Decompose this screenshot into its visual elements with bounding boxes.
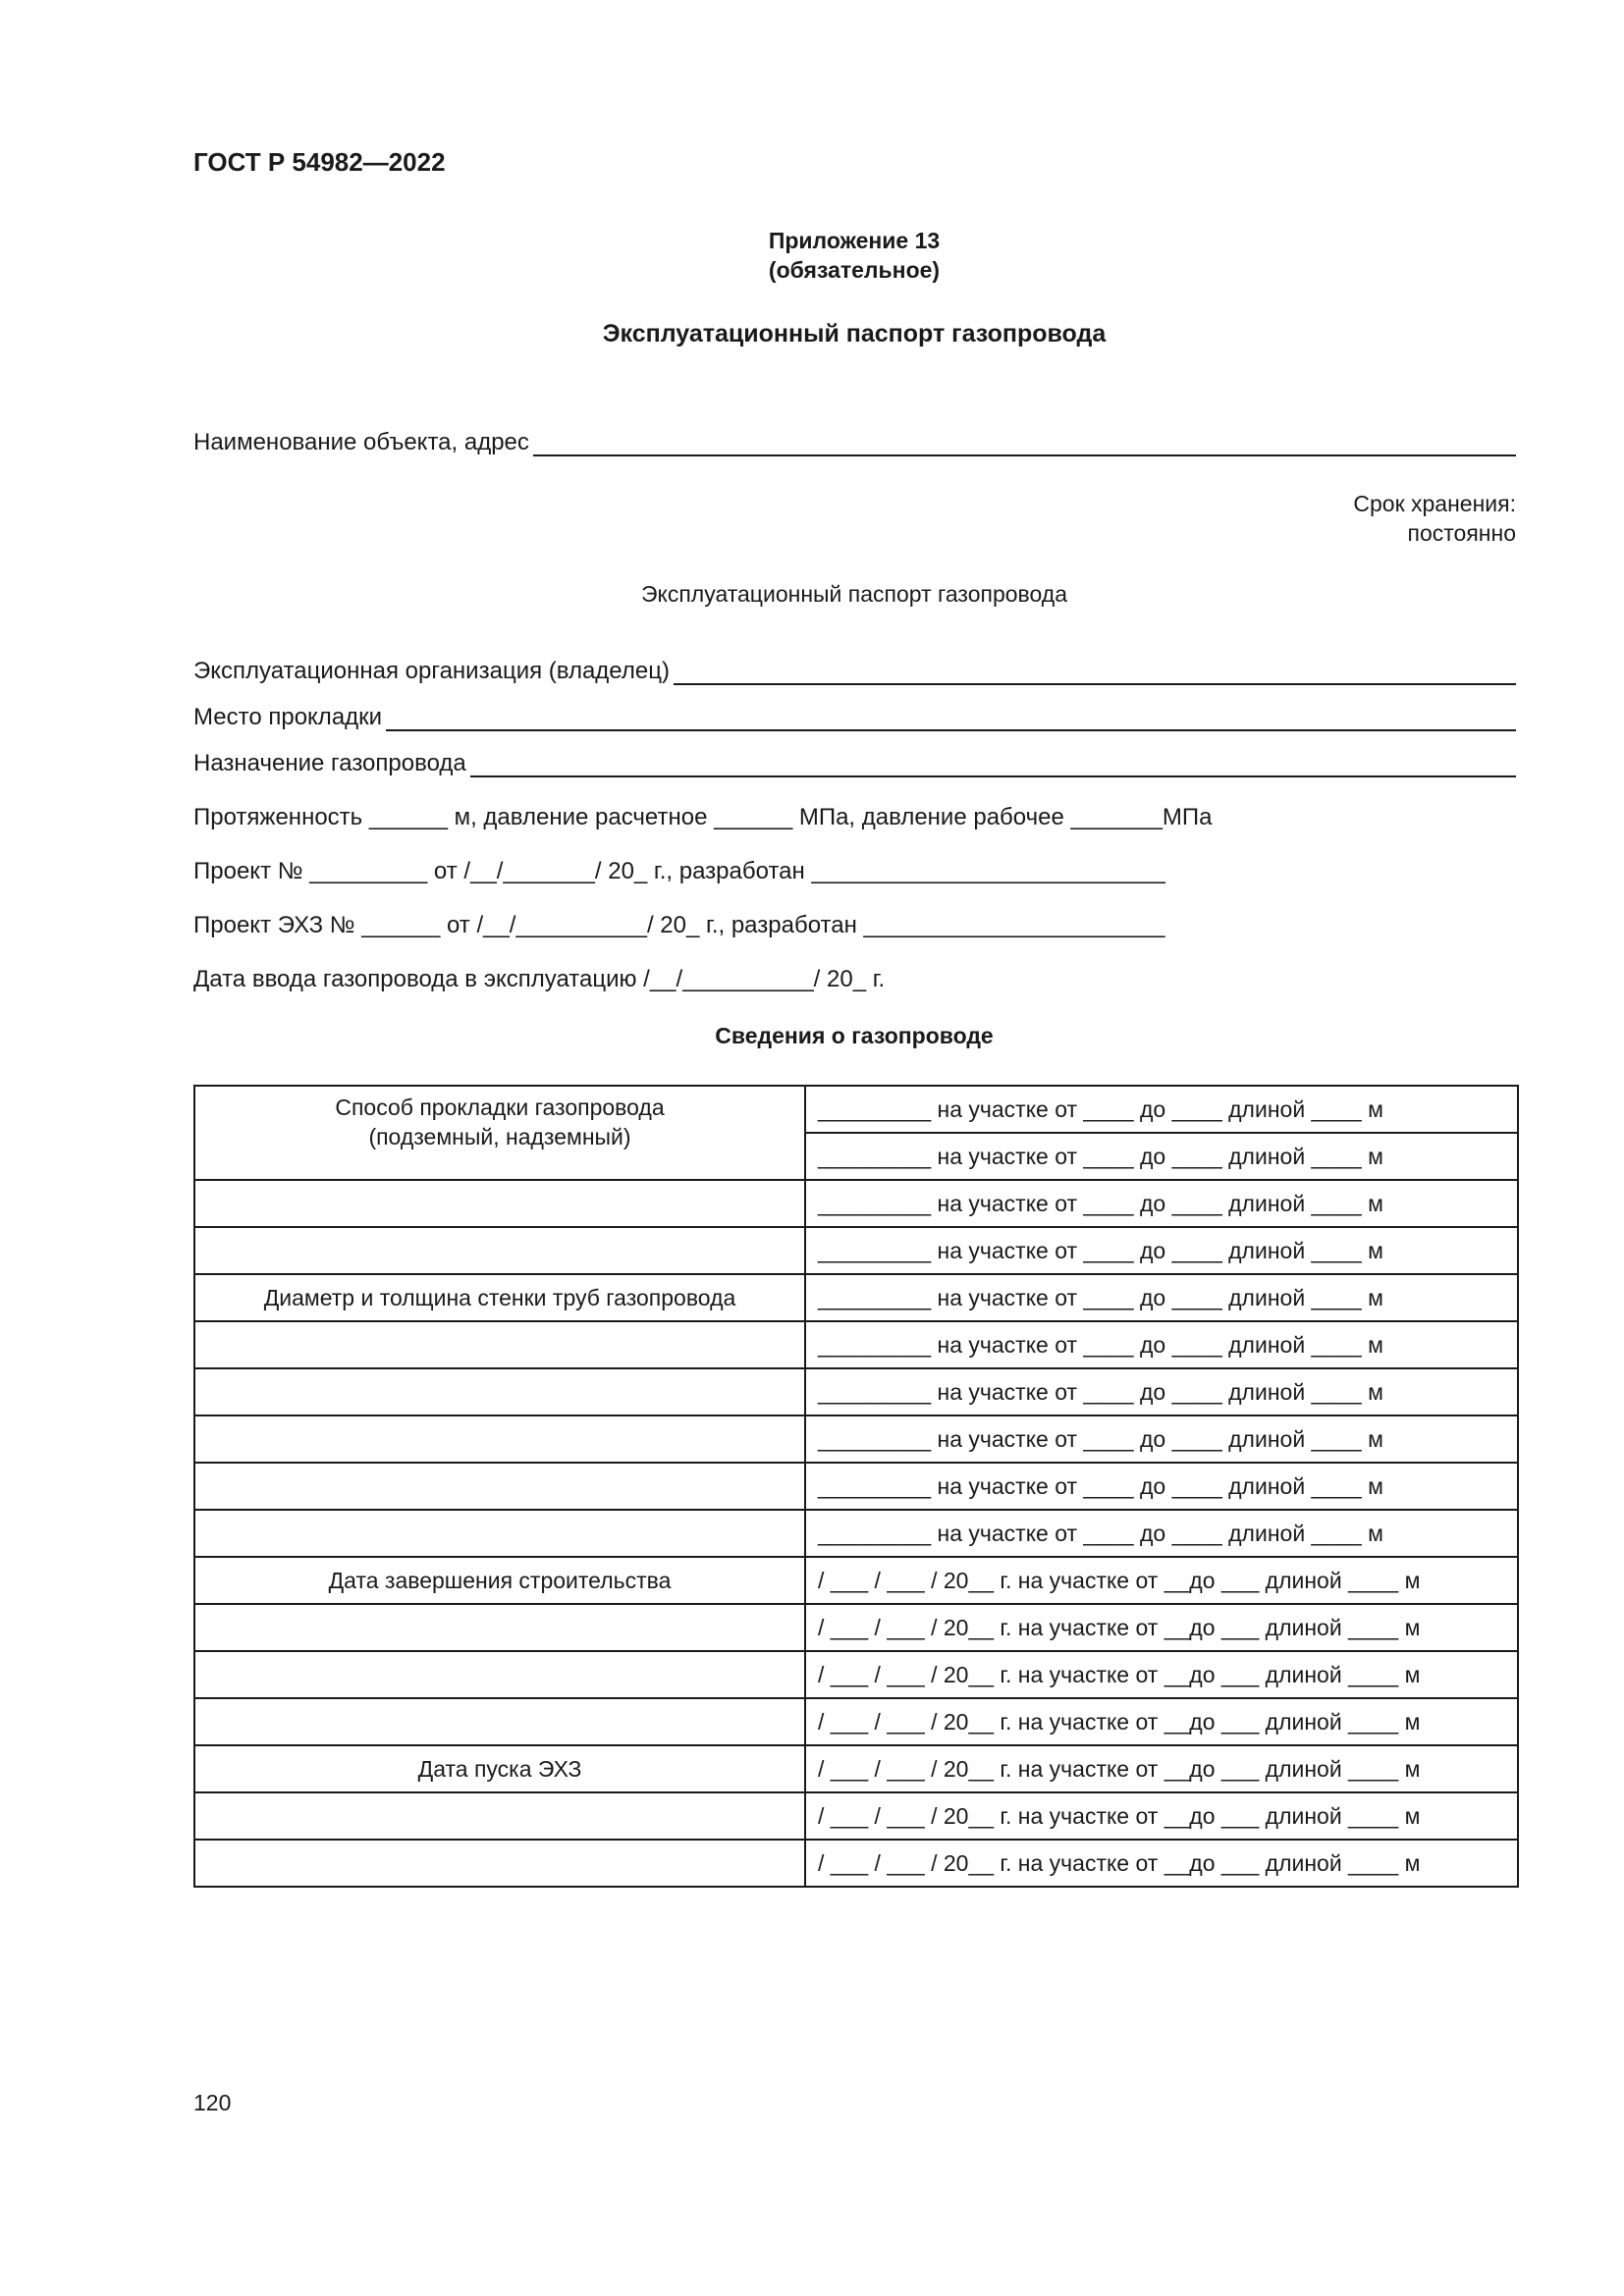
date-cell[interactable]: / ___ / ___ / 20__ г. на участке от __до ___ длиной ____ м [805,1698,1518,1745]
segment-cell[interactable]: _________ на участке от ____ до ____ длиной ____ м [805,1227,1518,1274]
operator-line [193,658,1516,685]
empty-label-cell [194,1227,805,1274]
empty-label-cell [194,1368,805,1415]
storage-period [1353,489,1516,548]
section-title: Сведения о газопроводе [715,1023,994,1048]
appendix-title: Приложение 13 [768,228,941,253]
ehz-start-label-cell: Дата пуска ЭХЗ [194,1745,805,1792]
laying-method-label: Способ прокладки газопровода [335,1095,665,1120]
table-row [194,1227,1518,1274]
empty-label-cell [194,1698,805,1745]
object-address-blank[interactable] [533,431,1516,456]
purpose-line [193,750,1516,777]
storage-value: постоянно [1407,520,1516,546]
segment-cell[interactable]: _________ на участке от ____ до ____ длиной ____ м [805,1321,1518,1368]
table-row [194,1415,1518,1463]
location-line [193,704,1516,731]
pipeline-info-table [193,1085,1519,1888]
empty-label-cell [194,1510,805,1557]
location-blank[interactable] [386,706,1516,731]
segment-cell[interactable]: _________ на участке от ____ до ____ длиной ____ м [805,1086,1518,1133]
table-row [194,1557,1518,1604]
object-address-label: Наименование объекта, адрес [193,429,529,455]
date-cell[interactable]: / ___ / ___ / 20__ г. на участке от __до ___ длиной ____ м [805,1604,1518,1651]
table-row [194,1274,1518,1321]
project-line: Проект № _________ от /__/_______/ 20_ г., разработан ___________________________ [193,858,1165,884]
segment-cell[interactable]: _________ на участке от ____ до ____ длиной ____ м [805,1510,1518,1557]
location-label: Место прокладки [193,704,383,730]
table-row [194,1510,1518,1557]
purpose-blank[interactable] [470,752,1516,777]
date-cell[interactable]: / ___ / ___ / 20__ г. на участке от __до ___ длиной ____ м [805,1840,1518,1887]
empty-label-cell [194,1840,805,1887]
table-row [194,1463,1518,1510]
segment-cell[interactable]: _________ на участке от ____ до ____ длиной ____ м [805,1180,1518,1227]
date-cell[interactable]: / ___ / ___ / 20__ г. на участке от __до ___ длиной ____ м [805,1745,1518,1792]
document-id: ГОСТ Р 54982—2022 [193,147,446,177]
ehz-project-line: Проект ЭХЗ № ______ от /__/__________/ 20_ г., разработан _______________________ [193,912,1165,938]
table-row [194,1321,1518,1368]
table-row [194,1086,1518,1133]
table-row [194,1604,1518,1651]
segment-cell[interactable]: _________ на участке от ____ до ____ длиной ____ м [805,1368,1518,1415]
date-cell[interactable]: / ___ / ___ / 20__ г. на участке от __до ___ длиной ____ м [805,1557,1518,1604]
date-cell[interactable]: / ___ / ___ / 20__ г. на участке от __до ___ длиной ____ м [805,1792,1518,1840]
table-row [194,1745,1518,1792]
empty-label-cell [194,1180,805,1227]
table-row [194,1368,1518,1415]
table-row [194,1651,1518,1698]
date-cell[interactable]: / ___ / ___ / 20__ г. на участке от __до ___ длиной ____ м [805,1651,1518,1698]
empty-label-cell [194,1415,805,1463]
appendix-note: (обязательное) [768,257,941,283]
purpose-label: Назначение газопровода [193,750,466,776]
table-row [194,1840,1518,1887]
empty-label-cell [194,1792,805,1840]
storage-label: Срок хранения: [1353,491,1516,516]
table-row [194,1792,1518,1840]
empty-label-cell [194,1321,805,1368]
segment-cell[interactable]: _________ на участке от ____ до ____ длиной ____ м [805,1133,1518,1180]
empty-label-cell [194,1651,805,1698]
diameter-label-cell: Диаметр и толщина стенки труб газопровода [194,1274,805,1321]
segment-cell[interactable]: _________ на участке от ____ до ____ длиной ____ м [805,1415,1518,1463]
empty-label-cell [194,1463,805,1510]
laying-method-note: (подземный, надземный) [368,1124,631,1149]
segment-cell[interactable]: _________ на участке от ____ до ____ длиной ____ м [805,1463,1518,1510]
operator-label: Эксплуатационная организация (владелец) [193,658,670,684]
construction-date-label-cell: Дата завершения строительства [194,1557,805,1604]
object-address-line [193,429,1516,456]
operator-blank[interactable] [674,660,1516,685]
page-number: 120 [193,2090,232,2115]
laying-method-cell [194,1086,805,1180]
segment-cell[interactable]: _________ на участке от ____ до ____ длиной ____ м [805,1274,1518,1321]
table-row [194,1180,1518,1227]
commission-date-line: Дата ввода газопровода в эксплуатацию /__/__________/ 20_ г. [193,966,886,992]
main-title: Эксплуатационный паспорт газопровода [602,320,1107,347]
passport-title: Эксплуатационный паспорт газопровода [640,581,1067,607]
length-pressure-line: Протяженность ______ м, давление расчетное ______ МПа, давление рабочее _______МПа [193,804,1213,830]
empty-label-cell [194,1604,805,1651]
table-row [194,1698,1518,1745]
